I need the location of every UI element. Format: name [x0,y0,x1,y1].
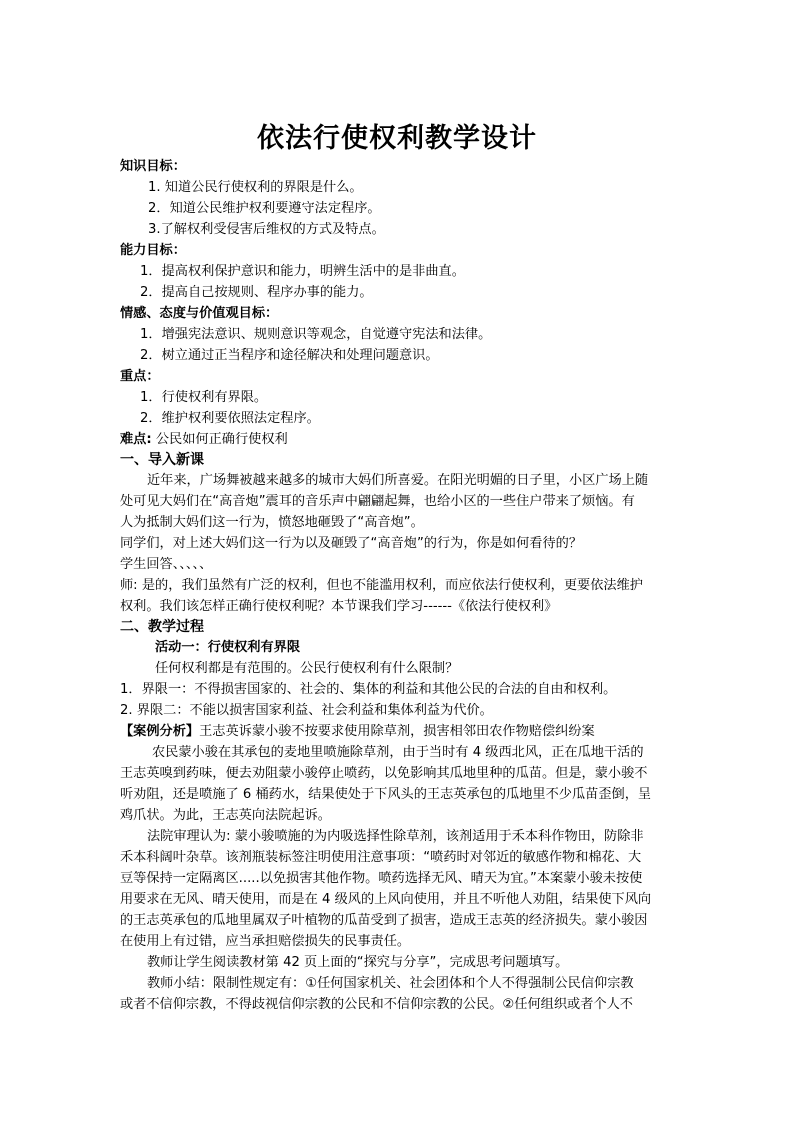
intro-paragraph-line: 处可见大妈们在“高音炮”震耳的音乐声中翩翩起舞，也给小区的一些住户带来了烦恼。有 [120,494,635,509]
knowledge-goal-item: 3.了解权利受侵害后维权的方式及特点。 [148,222,385,237]
ability-goal-item: 2．提高自己按规则、程序办事的能力。 [140,285,373,300]
case-paragraph-line: 鸡爪状。为此，王志英向法院起诉。 [120,808,331,823]
court-paragraph-line: 的王志英承包的瓜地里属双子叶植物的瓜苗受到了损害，造成王志英的经济损失。蒙小骏因 [120,913,648,928]
emotion-goal-item: 2．树立通过正当程序和途径解决和处理问题意识。 [140,348,439,363]
case-paragraph-line: 听劝阻，还是喷施了 6 桶药水，结果使处于下风头的王志英承包的瓜地里不少瓜苗歪倒，呈 [120,787,652,802]
knowledge-goal-item: 1. 知道公民行使权利的界限是什么。 [148,180,363,195]
key-point-item: 1．行使权利有界限。 [140,390,268,405]
boundary-item: 1．界限一：不得损害国家的、社会的、集体的利益和其他公民的合法的自由和权利。 [120,682,617,697]
difficulty-label: 难点: [120,432,152,447]
intro-question-line: 同学们，对上述大妈们这一行为以及砸毁了“高音炮”的行为，你是如何看待的？ [120,536,583,551]
emotion-goal-item: 1．增强宪法意识、规则意识等观念，自觉遵守宪法和法律。 [140,327,492,342]
section-process-heading: 二、教学过程 [120,619,204,635]
teacher-summary-line: 教师小结：限制性规定有：①任何国家机关、社会团体和个人不得强制公民信仰宗教 [147,976,634,991]
document-title: 依法行使权利教学设计 [257,123,537,154]
key-point-item: 2．维护权利要依照法定程序。 [140,411,320,426]
case-title: 王志英诉蒙小骏不按要求使用除草剂，损害相邻田农作物赔偿纠纷案 [199,724,595,739]
teacher-remark-line: 师: 是的，我们虽然有广泛的权利，但也不能滥用权利，而应依法行使权利，更要依法维护 [120,578,643,593]
difficulty-line [120,431,288,449]
intro-paragraph-line: 人为抵制大妈们这一行为，愤怒地砸毁了“高音炮”。 [120,515,424,530]
case-paragraph-line: 农民蒙小骏在其承包的麦地里喷施除草剂，由于当时有 4 级西北风，正在瓜地干活的 [152,745,644,760]
knowledge-goal-item: 2．知道公民维护权利要遵守法定程序。 [148,201,381,216]
intro-paragraph-line: 近年来，广场舞被越来越多的城市大妈们所喜爱。在阳光明媚的日子里，小区广场上随 [147,473,649,488]
court-paragraph-line: 在使用上有过错，应当承担赔偿损失的民事责任。 [120,934,411,949]
activity-one-heading: 活动一：行使权利有界限 [155,640,301,655]
court-paragraph-line: 豆等保持一定隔离区.....以免损害其他作物。喷药选择无风、晴天为宜。”本案蒙小骏未按使 [120,871,643,886]
court-paragraph-line: 法院审理认为: 蒙小骏喷施的为内吸选择性除草剂，该剂适用于禾本科作物田，防除非 [147,829,644,844]
case-heading-line [120,723,595,741]
key-points-heading: 重点： [120,369,160,384]
difficulty-text: 公民如何正确行使权利 [151,432,288,447]
section-intro-heading: 一、导入新课 [120,452,204,468]
knowledge-goals-heading: 知识目标： [120,159,186,174]
case-paragraph-line: 王志英嗅到药味，便去劝阻蒙小骏停止喷药，以免影响其瓜地里种的瓜苗。但是，蒙小骏不 [120,766,648,781]
court-paragraph-line: 禾本科阔叶杂草。该剂瓶装标签注明使用注意事项：“喷药时对邻近的敏感作物和棉花、大 [120,850,642,865]
emotion-goals-heading: 情感、态度与价值观目标： [120,306,279,321]
case-label: 【案例分析】 [120,724,200,739]
teacher-instruction-line: 教师让学生阅读教材第 42 页上面的“探究与分享”，完成思考问题填写。 [147,955,569,970]
ability-goal-item: 1．提高权利保护意识和能力，明辨生活中的是非曲直。 [140,264,465,279]
activity-question: 任何权利都是有范围的。公民行使权利有什么限制？ [155,661,459,676]
teacher-remark-line: 权利。我们该怎样正确行使权利呢？本节课我们学习------《依法行使权利》 [120,599,558,614]
teacher-summary-line: 或者不信仰宗教，不得歧视信仰宗教的公民和不信仰宗教的公民。②任何组织或者个人不 [120,997,633,1012]
ability-goals-heading: 能力目标： [120,243,186,258]
boundary-item: 2. 界限二：不能以损害国家利益、社会利益和集体利益为代价。 [120,703,493,718]
court-paragraph-line: 用要求在无风、晴天使用，而是在 4 级风的上风向使用，并且不听他人劝阻，结果使下风向 [120,892,652,907]
student-answer-line: 学生回答、、、、、 [120,557,213,572]
